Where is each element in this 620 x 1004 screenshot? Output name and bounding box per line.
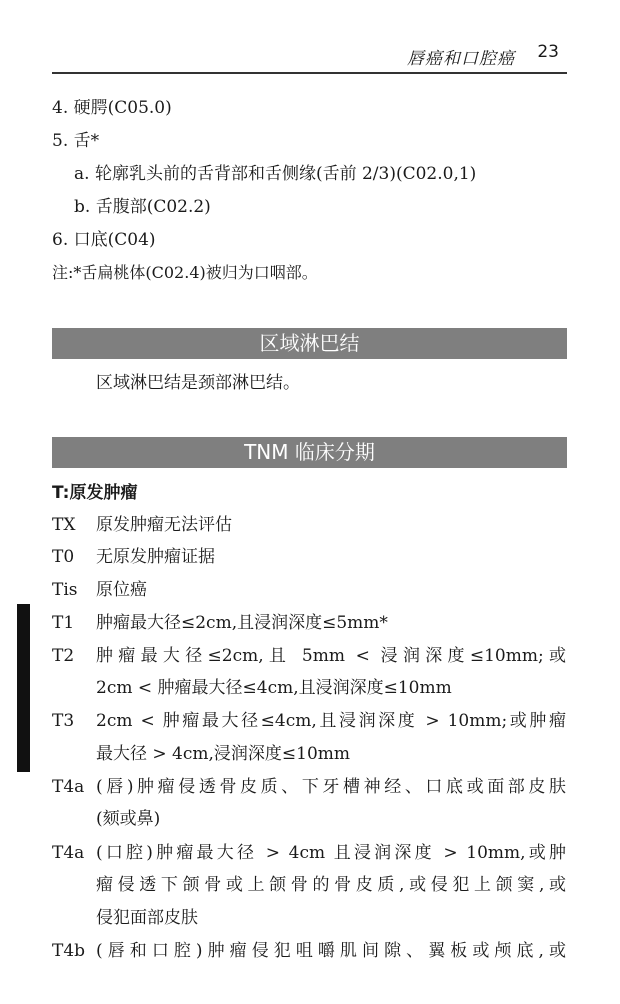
site-item-tongue: 5. 舌* — [52, 131, 100, 151]
t-desc-line: 最大径 > 4cm,浸润深度≤10mm — [96, 744, 351, 764]
site-item-hard-palate: 4. 硬腭(C05.0) — [52, 98, 172, 118]
page-header — [52, 36, 567, 72]
t-code: T4a — [52, 777, 85, 797]
t-desc-line: 原发肿瘤无法评估 — [96, 515, 232, 535]
t-desc-line: 无原发肿瘤证据 — [96, 547, 215, 567]
t-subheading: T:原发肿瘤 — [52, 483, 138, 503]
t-desc-line: 2cm < 肿瘤最大径≤4cm,且浸润深度≤10mm — [96, 678, 452, 698]
page-number: 23 — [537, 42, 559, 62]
t-code: T2 — [52, 646, 75, 666]
t-desc-line: 肿瘤最大径≤2cm,且浸润深度≤5mm* — [96, 613, 388, 633]
section-heading-regional-nodes: 区域淋巴结 — [52, 328, 567, 359]
t-desc-line: (唇和口腔)肿瘤侵犯咀嚼肌间隙、翼板或颅底,或 — [96, 941, 566, 961]
t-code: Tis — [52, 580, 78, 600]
t-desc-line: 瘤侵透下颌骨或上颌骨的骨皮质,或侵犯上颌窦,或 — [96, 875, 566, 895]
t-desc-line: 2cm < 肿瘤最大径≤4cm,且浸润深度 > 10mm;或肿瘤 — [96, 711, 566, 731]
section-heading-tnm: TNM 临床分期 — [52, 437, 567, 468]
regional-nodes-text: 区域淋巴结是颈部淋巴结。 — [96, 373, 300, 393]
t-desc-line: (唇)肿瘤侵透骨皮质、下牙槽神经、口底或面部皮肤 — [96, 777, 566, 797]
site-subitem-ventral-tongue: b. 舌腹部(C02.2) — [74, 197, 211, 217]
t-code: T3 — [52, 711, 75, 731]
t-desc-line: (口腔)肿瘤最大径 > 4cm 且浸润深度 > 10mm,或肿 — [96, 843, 566, 863]
t-code: T0 — [52, 547, 75, 567]
running-title: 唇癌和口腔癌 — [407, 49, 515, 69]
t-code: T1 — [52, 613, 75, 633]
t-code: TX — [52, 515, 76, 535]
header-rule — [52, 72, 567, 74]
t-code: T4b — [52, 941, 86, 961]
t-desc-line: 原位癌 — [96, 580, 147, 600]
site-subitem-dorsal-tongue: a. 轮廓乳头前的舌背部和舌侧缘(舌前 2/3)(C02.0,1) — [74, 164, 477, 184]
t-desc-line: 肿瘤最大径≤2cm,且 5mm < 浸润深度≤10mm;或 — [96, 646, 566, 666]
t-desc-line: (颏或鼻) — [96, 809, 161, 829]
site-footnote: 注:*舌扁桃体(C02.4)被归为口咽部。 — [52, 263, 318, 282]
side-tab — [17, 604, 30, 772]
site-item-floor-of-mouth: 6. 口底(C04) — [52, 230, 156, 250]
t-desc-line: 侵犯面部皮肤 — [96, 908, 198, 928]
t-code: T4a — [52, 843, 85, 863]
